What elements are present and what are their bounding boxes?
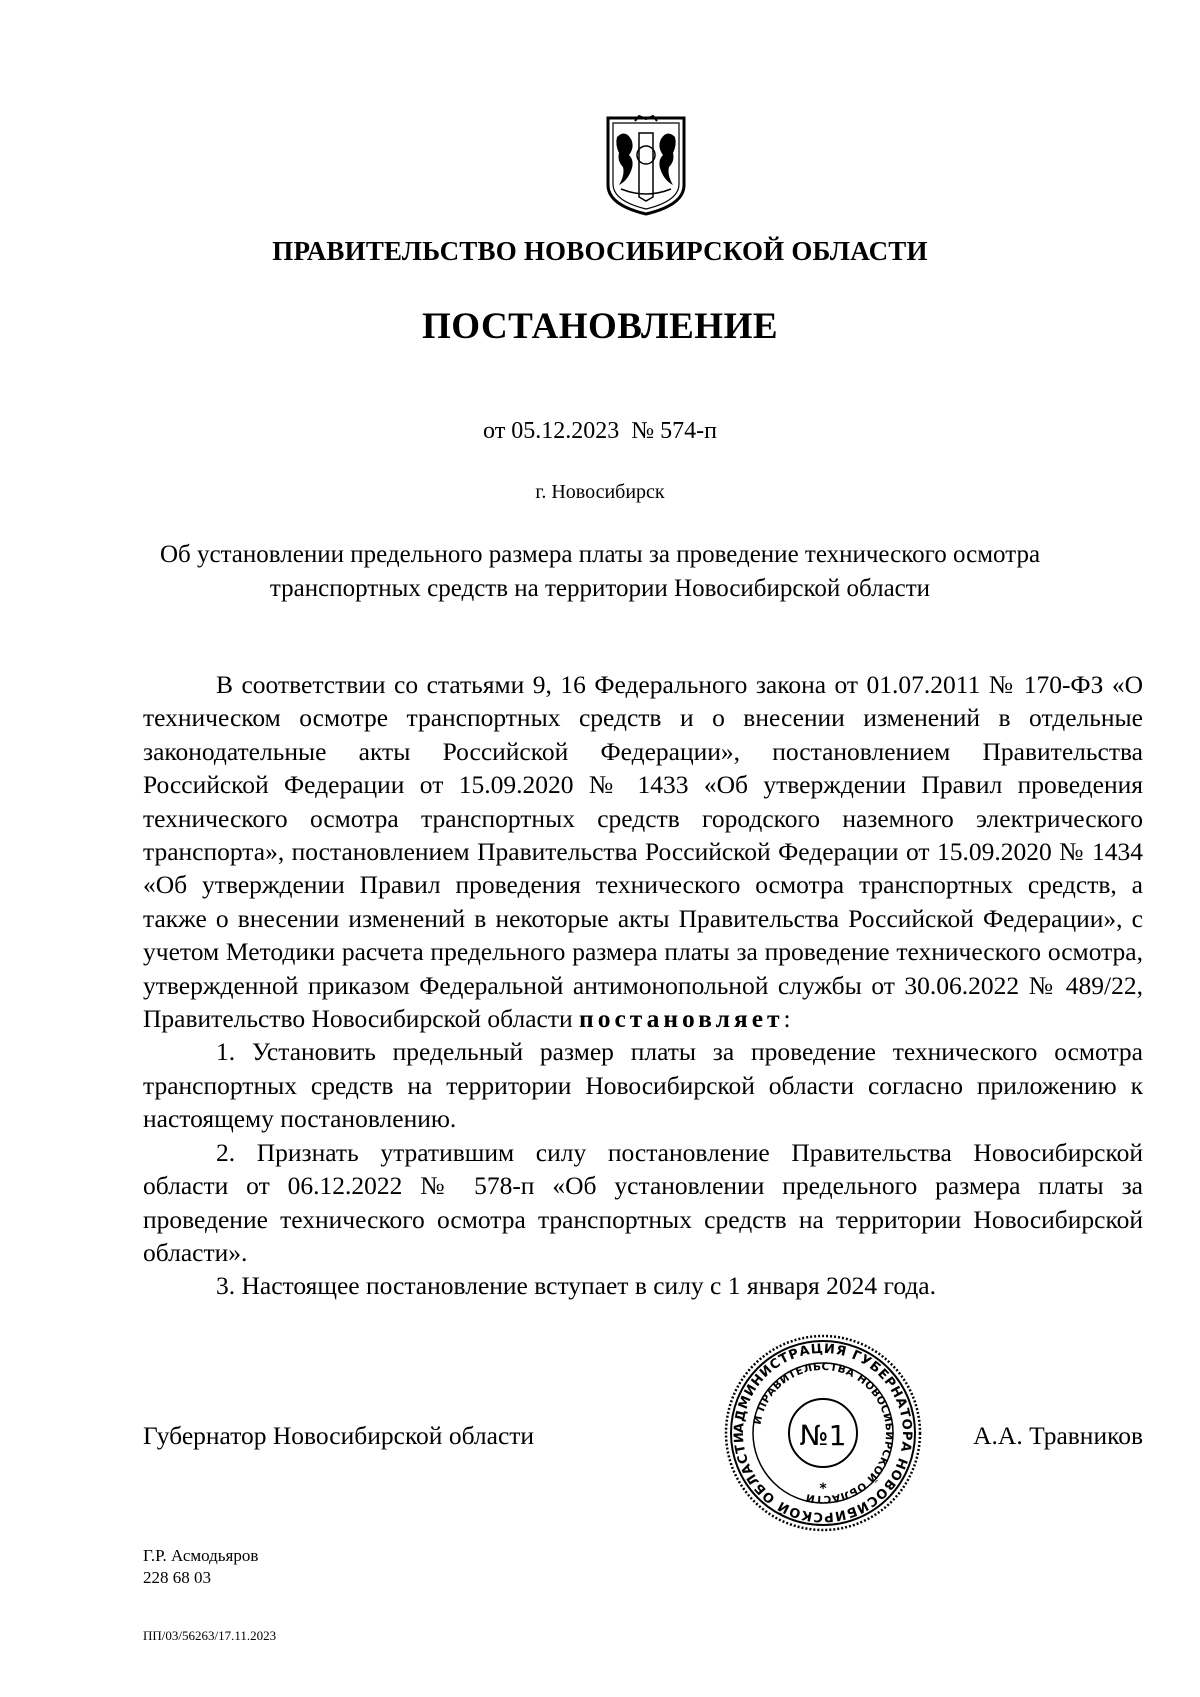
subject-line: Об установлении предельного размера платы за проведение технического осмотра <box>159 541 1041 568</box>
seal-outer-text: АДМИНИСТРАЦИЯ ГУБЕРНАТОРА НОВОСИБИРСКОЙ ОБЛАСТИ <box>731 1341 915 1525</box>
document-subject <box>140 538 1060 606</box>
decree-item-3: 3. Настоящее постановление вступает в силу с 1 января 2024 года. <box>216 1271 937 1301</box>
official-seal <box>723 1333 923 1533</box>
registration-code: ПП/03/56263/17.11.2023 <box>143 1628 277 1643</box>
decree-colon: : <box>783 1004 791 1034</box>
executor-phone: 228 68 03 <box>143 1568 211 1587</box>
decree-item-1: 1. Установить предельный размер платы за проведение технического осмотра транспортных средств на территории Новосибирской области согласно приложению к настоящему постановлению. <box>143 1037 1143 1134</box>
document-date-number: от 05.12.2023 № 574-п <box>483 418 717 444</box>
document-type: ПОСТАНОВЛЕНИЕ <box>421 306 779 347</box>
decree-item-2: 2. Признать утратившим силу постановление Правительства Новосибирской области от 06.12.2022 № 578-п «Об установлении предельного размера платы за проведение технического осмотра транспортных средств на территории Новосибирской области». <box>143 1137 1143 1267</box>
government-name: ПРАВИТЕЛЬСТВО НОВОСИБИРСКОЙ ОБЛАСТИ <box>272 236 928 266</box>
subject-line: транспортных средств на территории Новосибирской области <box>269 575 931 602</box>
seal-star: * <box>819 1481 827 1497</box>
executor-info <box>143 1545 258 1589</box>
executor-name: Г.Р. Асмодьяров <box>143 1546 259 1565</box>
novosibirsk-coat-of-arms-icon <box>605 115 687 217</box>
seal-center-number: №1 <box>799 1419 847 1452</box>
signatory-name: А.А. Травников <box>973 1421 1143 1450</box>
preamble-paragraph <box>143 668 1143 1035</box>
signatory-position: Губернатор Новосибирской области <box>143 1421 535 1450</box>
document-city: г. Новосибирск <box>535 481 665 503</box>
document-body <box>143 668 1143 1303</box>
preamble-text: В соответствии со статьями 9, 16 Федерального закона от 01.07.2011 № 170-ФЗ «О техническом осмотре транспортных средств и о внесении изменений в отдельные законодательные акты Российской Федерации», постановлением Правительства Российской Федерации от 15.09.2020 № 1433 «Об утверждении Правил проведения технического осмотра транспортных средств городского наземного электрического транспорта», постановлением Правительства Российской Федерации от 15.09.2020 № 1434 «Об утверждении Правил проведения технического осмотра транспортных средств, а также о внесении изменений в некоторые акты Правительства Российской Федерации», с учетом Методики расчета предельного размера платы за проведение технического осмотра, утвержденной приказом Федеральной антимонопольной службы от 30.06.2022 № 489/22, Правительство Новосибирской области <box>143 670 1143 1034</box>
decree-word: постановляет <box>579 1004 784 1034</box>
seal-inner-text: И ПРАВИТЕЛЬСТВА НОВОСИБИРСКОЙ ОБЛАСТИ <box>751 1360 896 1506</box>
